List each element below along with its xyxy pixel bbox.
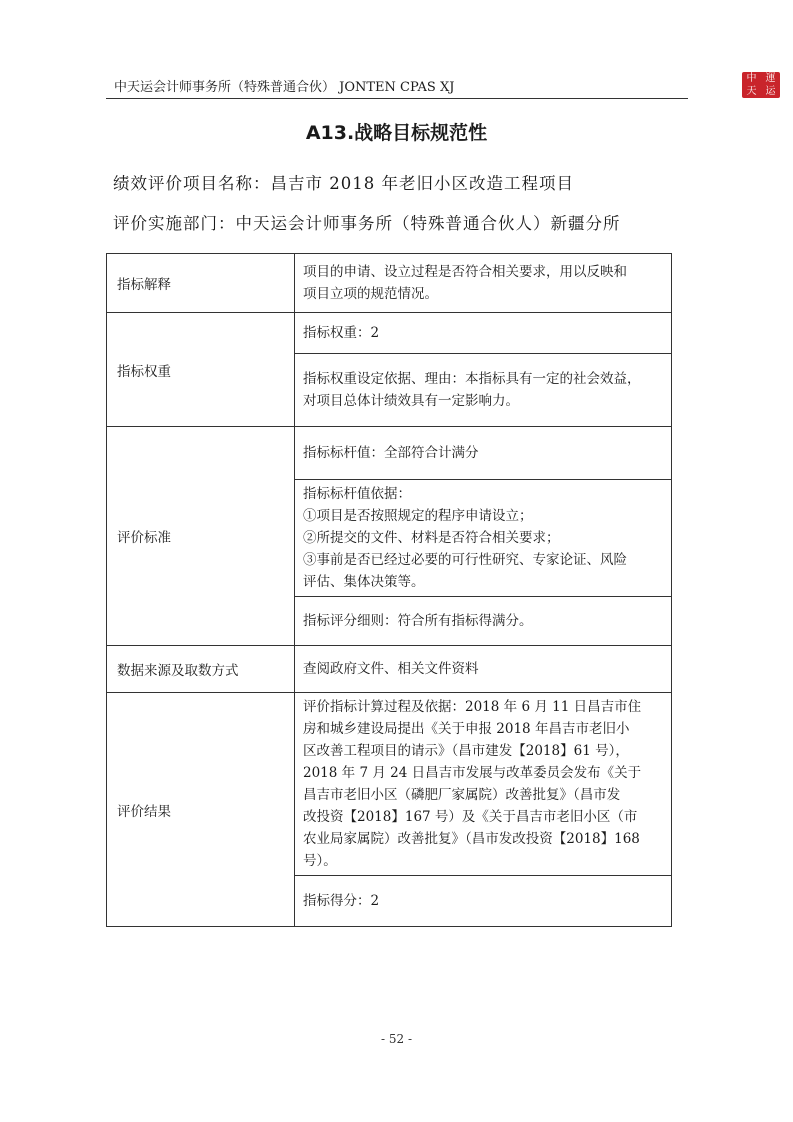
value-weight-basis <box>295 354 672 427</box>
label-result: 评价结果 <box>107 693 295 927</box>
text-line: 指标评分细则：符合所有指标得满分。 <box>303 613 533 629</box>
table-row-weight <box>107 313 672 354</box>
text-line: 号）。 <box>303 853 337 869</box>
text-line: 评估、集体决策等。 <box>303 574 425 590</box>
firm-logo-icon <box>742 72 780 98</box>
table-row-source <box>107 646 672 693</box>
text-line: 昌吉市老旧小区（磷肥厂家属院）改善批复》（昌市发 <box>303 787 621 803</box>
text-line: 2018 年 7 月 24 日昌吉市发展与改革委员会发布《关于 <box>303 765 642 781</box>
value-weight <box>295 313 672 354</box>
indicator-table <box>106 253 672 927</box>
text-line: 指标标杆值：全部符合计满分 <box>303 445 479 461</box>
text-line: 查阅政府文件、相关文件资料 <box>303 661 479 677</box>
text-line: 区改善工程项目的请示》（昌市建发【2018】61 号）， <box>303 743 629 759</box>
text-line: ②所提交的文件、材料是否符合相关要求； <box>303 530 560 546</box>
project-name-line: 绩效评价项目名称：昌吉市 2018 年老旧小区改造工程项目 <box>113 174 574 193</box>
text-line: 指标权重：2 <box>303 325 380 341</box>
label-weight: 指标权重 <box>107 313 295 427</box>
table-row-explain <box>107 254 672 313</box>
value-scoring-rule <box>295 597 672 646</box>
text-line: 项目立项的规范情况。 <box>303 286 438 302</box>
label-standard: 评价标准 <box>107 427 295 646</box>
page-header <box>106 72 776 99</box>
value-benchmark-basis <box>295 480 672 597</box>
text-line: 项目的申请、设立过程是否符合相关要求，用以反映和 <box>303 264 627 280</box>
label-source: 数据来源及取数方式 <box>107 646 295 693</box>
text-line: 改投资【2018】167 号）及《关于昌吉市老旧小区（市 <box>303 809 638 825</box>
header-text: 中天运会计师事务所（特殊普通合伙） JONTEN CPAS XJ <box>114 80 455 95</box>
page-title: A13.战略目标规范性 <box>305 122 488 144</box>
text-line: 房和城乡建设局提出《关于申报 2018 年昌吉市老旧小 <box>303 721 630 737</box>
value-source <box>295 646 672 693</box>
value-benchmark <box>295 427 672 480</box>
text-line: 指标权重设定依据、理由：本指标具有一定的社会效益， <box>303 371 641 387</box>
logo-char: 天 <box>746 86 757 97</box>
table-row-result <box>107 693 672 876</box>
text-line: ③事前是否已经过必要的可行性研究、专家论证、风险 <box>303 552 627 568</box>
table-row-standard <box>107 427 672 480</box>
text-line: 指标得分：2 <box>303 893 380 909</box>
logo-char: 运 <box>765 86 776 97</box>
value-explain <box>295 254 672 313</box>
logo-char: 中 <box>746 73 757 84</box>
text-line: 评价指标计算过程及依据：2018 年 6 月 11 日昌吉市住 <box>303 699 642 715</box>
text-line: 农业局家属院）改善批复》（昌市发改投资【2018】168 <box>303 831 640 847</box>
value-process <box>295 693 672 876</box>
label-explain: 指标解释 <box>107 254 295 313</box>
text-line: 对项目总体计绩效具有一定影响力。 <box>303 393 519 409</box>
text-line: 指标标杆值依据： <box>303 486 411 502</box>
page-number: - 52 - <box>380 1032 412 1046</box>
department-line: 评价实施部门：中天运会计师事务所（特殊普通合伙人）新疆分所 <box>113 214 621 233</box>
text-line: ①项目是否按照规定的程序申请设立； <box>303 508 533 524</box>
logo-char: 運 <box>765 73 776 84</box>
value-score <box>295 876 672 927</box>
